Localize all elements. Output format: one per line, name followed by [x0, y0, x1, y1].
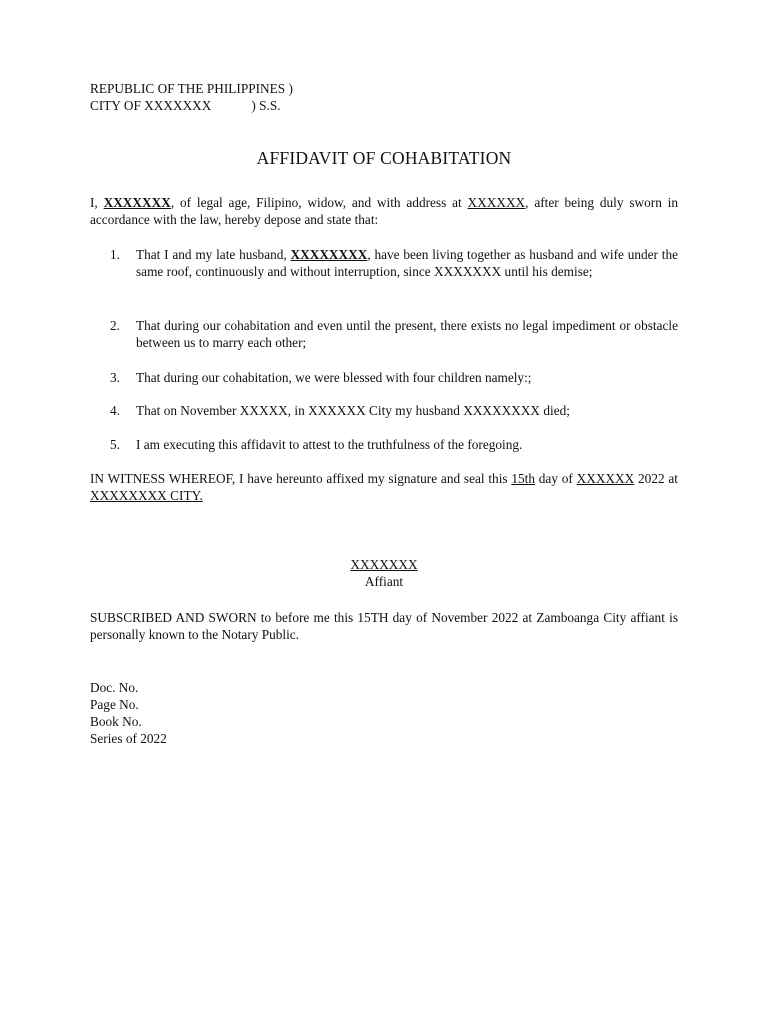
item-text: I am executing this affidavit to attest to the truthfulness of the foregoing. — [136, 437, 523, 452]
witness-paragraph — [90, 470, 678, 504]
intro-text-3: , after being duly sworn in accordance with the law, hereby depose and state that: — [90, 195, 679, 227]
doc-no: Doc. No. — [90, 680, 139, 695]
witness-text-3: 2022 at — [634, 471, 679, 486]
witness-day: 15th — [511, 471, 535, 486]
caption-republic: REPUBLIC OF THE PHILIPPINES ) — [90, 81, 293, 96]
affiant-signature-name: XXXXXXX — [350, 557, 418, 572]
item-number: 2. — [110, 318, 120, 333]
caption-city-name: CITY OF XXXXXXX — [90, 98, 212, 113]
witness-text-1: IN WITNESS WHEREOF, I have hereunto affixed my signature and seal this — [90, 471, 512, 486]
item-text — [136, 246, 678, 280]
item-text-1: That I and my late husband, — [136, 247, 291, 262]
witness-city: XXXXXXXX CITY. — [90, 488, 203, 503]
item-text: That during our cohabitation, we were blessed with four children namely:; — [136, 370, 532, 385]
item-number: 3. — [110, 370, 120, 385]
affiant-label: Affiant — [364, 574, 404, 589]
caption-city — [90, 97, 293, 114]
item-text-2: , have been living together as husband and wife under the same roof, continuously and without interruption, since XXXXXXX until his demise; — [136, 247, 679, 279]
jurat-paragraph: SUBSCRIBED AND SWORN to before me this 15TH day of November 2022 at Zamboanga City affiant is personally known to the Notary Public. — [90, 610, 678, 642]
venue-caption — [90, 80, 293, 114]
book-no: Book No. — [90, 714, 142, 729]
item-number: 4. — [110, 403, 120, 418]
husband-name: XXXXXXXX — [290, 247, 368, 262]
witness-month: XXXXXX — [576, 471, 635, 486]
witness-text-2: day of — [535, 471, 577, 486]
intro-text-1: I, — [90, 195, 104, 210]
item-number: 5. — [110, 437, 120, 452]
item-text: That during our cohabitation and even until the present, there exists no legal impediment or obstacle between us to marry each other; — [136, 318, 678, 350]
intro-text-2: , of legal age, Filipino, widow, and with address at — [170, 195, 468, 210]
intro-paragraph — [90, 194, 678, 228]
page-no: Page No. — [90, 697, 139, 712]
document-title: AFFIDAVIT OF COHABITATION — [256, 148, 512, 168]
affiant-name: XXXXXXX — [103, 195, 171, 210]
item-number: 1. — [110, 247, 120, 262]
affiant-address: XXXXXX — [467, 195, 526, 210]
caption-ss: ) S.S. — [251, 98, 281, 113]
notarial-register — [90, 679, 167, 747]
series: Series of 2022 — [90, 731, 167, 746]
item-text: That on November XXXXX, in XXXXXX City my husband XXXXXXXX died; — [136, 403, 570, 418]
